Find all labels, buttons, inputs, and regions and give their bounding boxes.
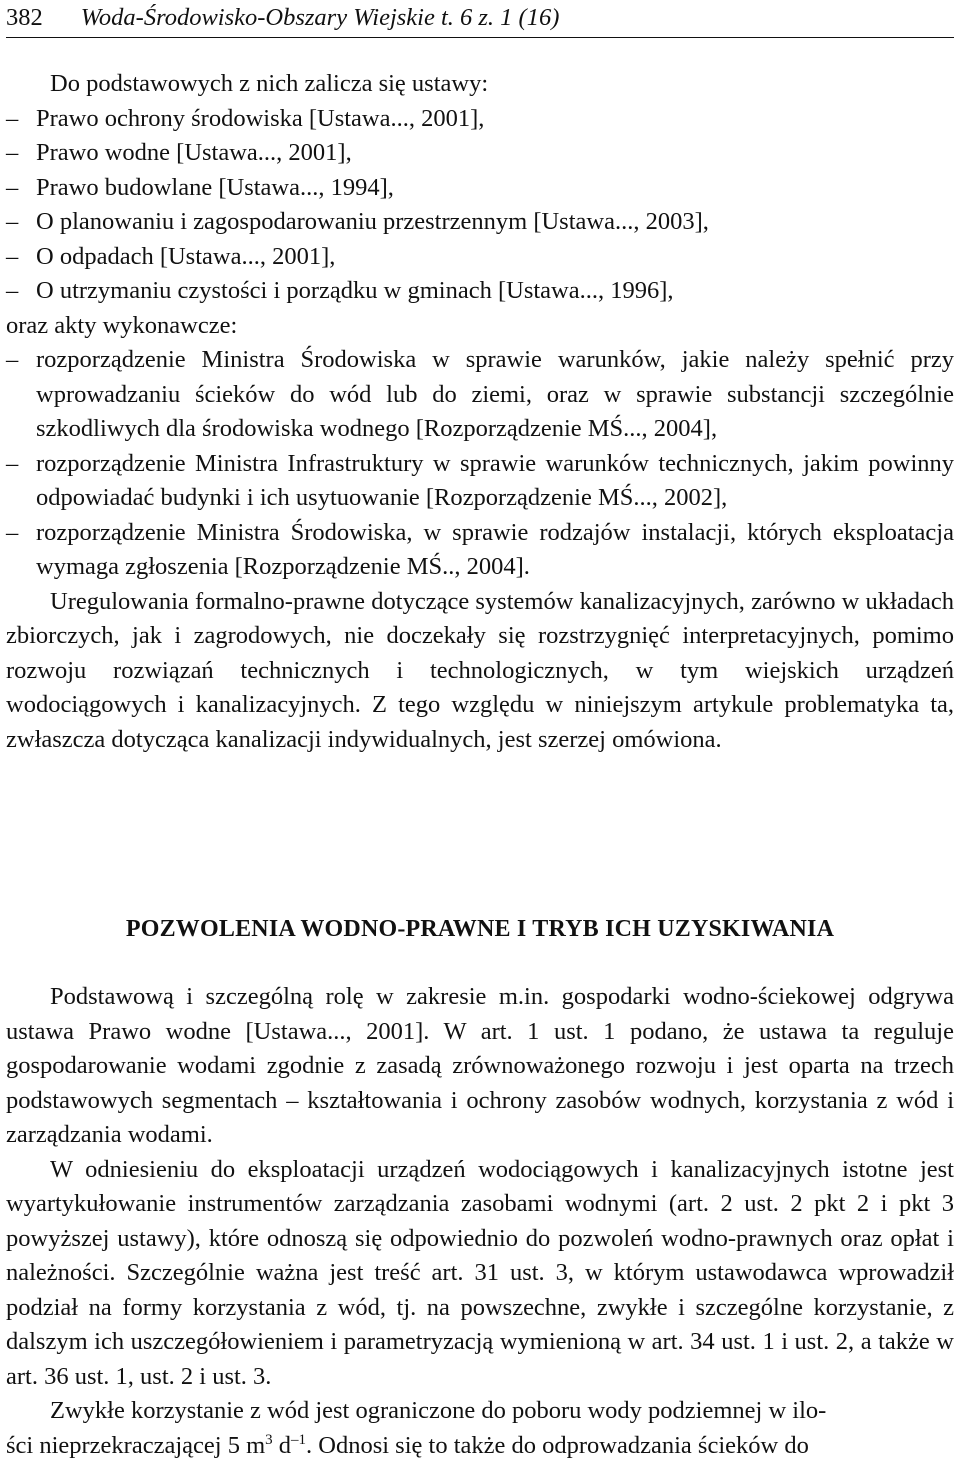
dash-bullet-icon: – bbox=[6, 346, 19, 373]
journal-title: Woda-Środowisko-Obszary Wiejskie t. 6 z. 1 (16) bbox=[80, 4, 560, 31]
laws-intro: Do podstawowych z nich zalicza się ustawy: bbox=[50, 70, 489, 97]
paragraph-ordinary-use-line2: ści nieprzekraczającej 5 $m^3$ $d^{-1}$. Odnosi się to także do odprowadzania ścieków do bbox=[6, 1431, 809, 1459]
paragraph-exploitation: W odniesieniu do eksploatacji urządzeń wodociągowych i kanalizacyjnych istotne jest wyartykułowanie instrumentów zarządzania zasobami wodnymi (art. 2 ust. 2 pkt 2 i pkt 3 powyższej ustawy), które odnoszą się odpowiednio do pozwoleń wodno-prawnych oraz opłat i należności. Szczególnie ważna jest treść art. 31 ust. 3, w którym ustawodawca wprowadził podział na formy korzystania z wód, tj. na powszechne, zwykłe i szczególne korzystanie, z dalszym ich uszczegółowieniem i parametryzacją wymienioną w art. 34 ust. 1 i ust. 2, a także w art. 36 ust. 1, ust. 2 i ust. 3. bbox=[6, 1155, 954, 1390]
header-divider bbox=[6, 37, 954, 38]
laws-section bbox=[6, 67, 954, 757]
law-item: – Prawo budowlane [Ustawa..., 1994], bbox=[6, 171, 954, 206]
paragraph-ordinary-use-line1: Zwykłe korzystanie z wód jest ograniczone do poboru wody podziemnej w ilo- bbox=[50, 1397, 827, 1424]
page-number: 382 bbox=[6, 4, 43, 31]
paragraph-water-law: Podstawową i szczególną rolę w zakresie m.in. gospodarki wodno-ściekowej odgrywa ustawa Prawo wodne [Ustawa..., 2001]. W art. 1 ust. 1 podano, że ustawa ta reguluje gospodarowanie wodami zgodnie z zasadą zrównoważonego rozwoju i jest oparta na trzech podstawowych segmentach – kształtowania i ochrony zasobów wodnych, korzystania z wód i zarządzania wodami. bbox=[6, 983, 954, 1148]
law-item: – O utrzymaniu czystości i porządku w gminach [Ustawa..., 1996], bbox=[6, 274, 954, 309]
dash-bullet-icon: – bbox=[6, 277, 19, 304]
dash-bullet-icon: – bbox=[6, 173, 19, 201]
act-item: – rozporządzenie Ministra Środowiska w sprawie warunków, jakie należy spełnić przy wprowadzaniu ścieków do wód lub do ziemi, oraz w sprawie substancji szczególnie szkodliwych dla środowiska wodnego [Rozporządzenie MŚ..., 2004], bbox=[6, 343, 954, 447]
dash-bullet-icon: – bbox=[6, 242, 19, 270]
superscript-exponent: –1 bbox=[291, 1431, 307, 1448]
law-item: – Prawo ochrony środowiska [Ustawa..., 2001], bbox=[6, 102, 954, 137]
act-item: – rozporządzenie Ministra Środowiska, w sprawie rodzajów instalacji, których eksploatacja wymaga zgłoszenia [Rozporządzenie MŚ.., 2004]. bbox=[6, 516, 954, 585]
law-item: – O odpadach [Ustawa..., 2001], bbox=[6, 240, 954, 275]
dash-bullet-icon: – bbox=[6, 139, 19, 166]
superscript-exponent: 3 bbox=[265, 1431, 273, 1448]
paragraph-regulations: Uregulowania formalno-prawne dotyczące systemów kanalizacyjnych, zarówno w układach zbiorczych, jak i zagrodowych, nie doczekały się rozstrzygnięć interpretacyjnych, pomimo rozwoju rozwiązań technicznych i technologicznych, w tym wiejskich urządzeń wodociągowych i kanalizacyjnych. Z tego względu w niniejszym artykule problematyka ta, zwłaszcza dotycząca kanalizacji indywidualnych, jest szerzej omówiona. bbox=[6, 587, 954, 753]
running-header bbox=[6, 2, 954, 38]
section-heading: POZWOLENIA WODNO-PRAWNE I TRYB ICH UZYSKIWANIA bbox=[125, 916, 835, 942]
law-item: – Prawo wodne [Ustawa..., 2001], bbox=[6, 136, 954, 171]
dash-bullet-icon: – bbox=[6, 518, 19, 546]
water-law-section bbox=[6, 980, 954, 1463]
acts-intro: oraz akty wykonawcze: bbox=[6, 311, 238, 339]
dash-bullet-icon: – bbox=[6, 104, 19, 132]
dash-bullet-icon: – bbox=[6, 208, 19, 235]
act-item: – rozporządzenie Ministra Infrastruktury w sprawie warunków technicznych, jakim powinny odpowiadać budynki i ich usytuowanie [Rozporządzenie MŚ..., 2002], bbox=[6, 447, 954, 516]
dash-bullet-icon: – bbox=[6, 449, 19, 477]
law-item: – O planowaniu i zagospodarowaniu przestrzennym [Ustawa..., 2003], bbox=[6, 205, 954, 240]
